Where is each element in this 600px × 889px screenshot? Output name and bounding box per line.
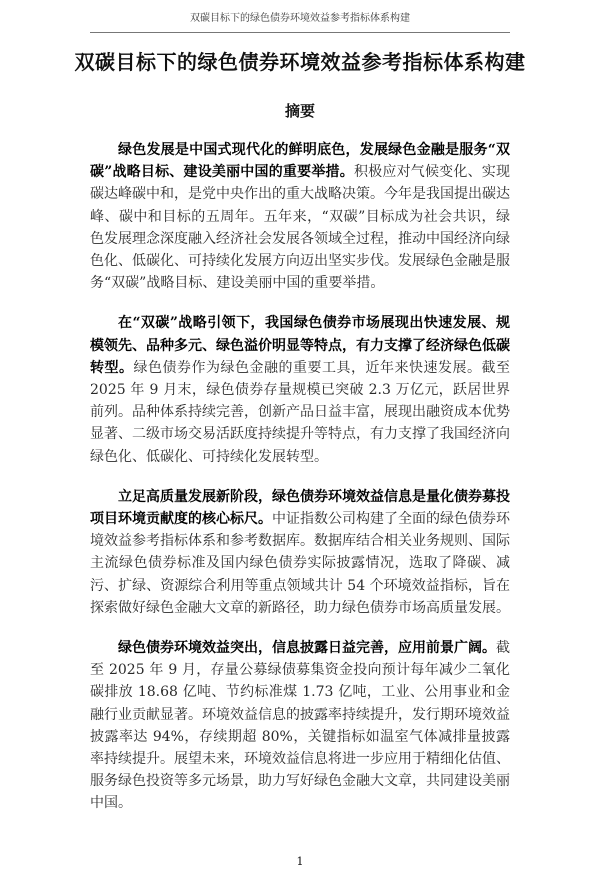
document-title: 双碳目标下的绿色债券环境效益参考指标体系构建	[74, 50, 526, 74]
paragraph-body: 中证指数公司构建了全面的绿色债券环境效益参考指标体系和参考数据库。数据库结合相关业务规则、国际主流绿色债券标准及国内绿色债券实际披露情况，选取了降碳、减污、扩绿、资源综合利用等重点领域共计 54 个环境效益指标，旨在探索做好绿色金融大文章的新路径，助力绿色债券市场高质量发展。	[90, 511, 510, 616]
abstract-paragraph	[90, 312, 510, 467]
paragraph-lead: 绿色债券环境效益突出，信息披露日益完善，应用前景广阔。	[118, 640, 496, 657]
paragraph-lead: 在“双碳”战略引领下，我国绿色债券市场展现出快速发展、规模领先、品种多元、绿色溢价明显等特点，有力支撑了经济绿色低碳转型。	[90, 315, 510, 376]
paragraph-body: 绿色债券作为绿色金融的重要工具，近年来快速发展。截至 2025 年 9 月末，绿色债券存量规模已突破 2.3 万亿元，跃居世界前列。品种体系持续完善，创新产品日益丰富，展现出融资成本优势显著、二级市场交易活跃度持续提升等特点，有力支撑了我国经济向绿色化、低碳化、可持续化发展转型。	[90, 359, 510, 465]
paragraph-lead: 立足高质量发展新阶段，绿色债券环境效益信息是量化债券募投项目环境贡献度的核心标尺。	[90, 488, 510, 528]
abstract-paragraph	[90, 637, 510, 815]
paragraph-body: 积极应对气候变化、实现碳达峰碳中和，是党中央作出的重大战略决策。今年是我国提出碳达峰、碳中和目标的五周年。五年来，“双碳”目标成为社会共识，绿色发展理念深度融入经济社会发展各领域全过程，推动中国经济向绿色化、低碳化、可持续化发展方向迈出坚实步伐。发展绿色金融是服务“双碳”战略目标、建设美丽中国的重要举措。	[90, 164, 511, 292]
abstract-paragraph	[90, 486, 510, 619]
page-number: 1	[296, 854, 304, 868]
running-header: 双碳目标下的绿色债券环境效益参考指标体系构建	[90, 12, 510, 33]
abstract-paragraph	[90, 139, 510, 294]
abstract-heading: 摘要	[284, 102, 315, 120]
paragraph-lead: 绿色发展是中国式现代化的鲜明底色，发展绿色金融是服务“双碳”战略目标、建设美丽中国的重要举措。	[90, 142, 510, 181]
paragraph-body: 截至 2025 年 9 月，存量公募绿债募集资金投向预计每年减少二氧化碳排放 18.68 亿吨、节约标准煤 1.73 亿吨，工业、公用事业和金融行业贡献显著。环境效益信息的披露率持续提升，发行期环境效益披露率达 94%，存续期超 80%，关键指标如温室气体减排量披露率持续提升。展望未来，环境效益信息将进一步应用于精细化估值、服务绿色投资等多元场景，助力写好绿色金融大文章，共同建设美丽中国。	[90, 640, 510, 812]
document-page	[74, 0, 526, 889]
